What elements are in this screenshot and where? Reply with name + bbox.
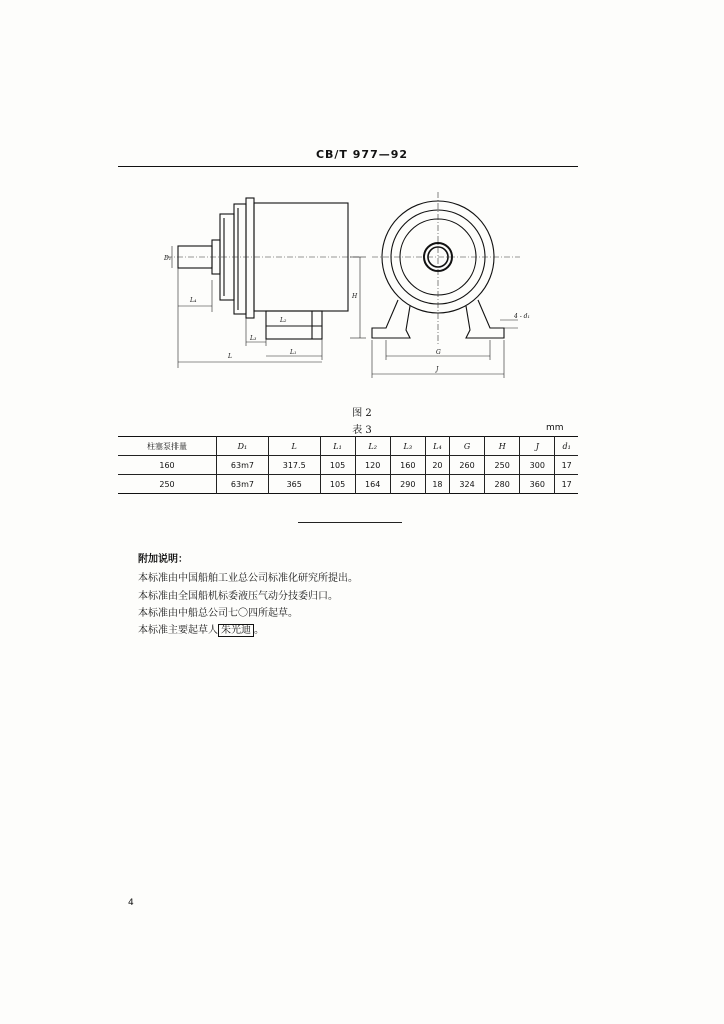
col-header: 柱塞泵排量 — [147, 441, 187, 451]
note-line: 本标准由全国船机标委液压气动分技委归口。 — [138, 591, 338, 602]
note-line-drafter — [138, 621, 264, 636]
drafter-prefix: 本标准主要起草人 — [138, 625, 218, 636]
dim-D1: D₁ — [164, 255, 172, 262]
col-header: G — [450, 437, 485, 456]
col-header: L₃ — [390, 437, 425, 456]
rear-flange — [246, 198, 254, 318]
dim-H: H — [352, 293, 358, 300]
figure-caption: 图 2 — [352, 408, 372, 419]
table-cell: 105 — [320, 456, 355, 475]
dim-L3: L₃ — [250, 335, 257, 342]
table-cell: 63m7 — [217, 475, 269, 494]
table-cell: 290 — [390, 475, 425, 494]
note-line: 本标准由中国船舶工业总公司标准化研究所提出。 — [138, 573, 358, 584]
col-header: D₁ — [217, 437, 269, 456]
col-header: L₄ — [425, 437, 449, 456]
table-cell: 160 — [159, 460, 175, 470]
table-cell: 164 — [355, 475, 390, 494]
dim-L2: L₂ — [280, 317, 287, 324]
dim-L: L — [228, 353, 232, 360]
table-cell: 20 — [425, 456, 449, 475]
end-rule — [298, 522, 402, 523]
table-header-row — [118, 437, 578, 456]
table-cell: 120 — [355, 456, 390, 475]
note-line: 本标准由中船总公司七〇四所起草。 — [138, 608, 298, 619]
table-cell: 63m7 — [217, 456, 269, 475]
col-header: H — [485, 437, 520, 456]
col-header: d₁ — [555, 437, 578, 456]
col-header: J — [520, 437, 555, 456]
left-foot — [372, 300, 410, 338]
drafter-suffix: 。 — [254, 625, 264, 636]
table-caption: 表 3 — [352, 425, 372, 436]
side-base — [266, 311, 322, 339]
table-cell: 365 — [268, 475, 320, 494]
table-cell: 17 — [555, 475, 578, 494]
dim-d1: 4 - d₁ — [514, 313, 530, 320]
table-cell: 317.5 — [268, 456, 320, 475]
table-row — [118, 475, 578, 494]
table-cell: 280 — [485, 475, 520, 494]
table-cell: 324 — [450, 475, 485, 494]
table-cell: 300 — [520, 456, 555, 475]
table-cell: 360 — [520, 475, 555, 494]
dim-G: G — [436, 349, 441, 356]
table-unit: mm — [546, 423, 564, 433]
drafter-name: 朱光迪 — [218, 624, 254, 637]
pump-drawing — [0, 0, 724, 400]
table-cell: 160 — [390, 456, 425, 475]
standard-code: CB/T 977—92 — [315, 148, 409, 161]
notes-title: 附加说明： — [138, 554, 188, 565]
table-cell: 18 — [425, 475, 449, 494]
mid-flange — [234, 204, 246, 314]
table-cell: 260 — [450, 456, 485, 475]
right-foot — [466, 300, 504, 338]
table-cell: 250 — [159, 479, 175, 489]
table-cell: 250 — [485, 456, 520, 475]
dim-L4: L₄ — [190, 297, 197, 304]
table-cell: 105 — [320, 475, 355, 494]
page-number: 4 — [128, 898, 134, 908]
col-header: L₂ — [355, 437, 390, 456]
col-header: L — [268, 437, 320, 456]
spec-table — [118, 436, 578, 494]
dim-L1: L₁ — [290, 349, 297, 356]
table-row — [118, 456, 578, 475]
dim-J: J — [436, 366, 439, 373]
shaft-outline — [178, 246, 212, 268]
col-header: L₁ — [320, 437, 355, 456]
table-cell: 17 — [555, 456, 578, 475]
